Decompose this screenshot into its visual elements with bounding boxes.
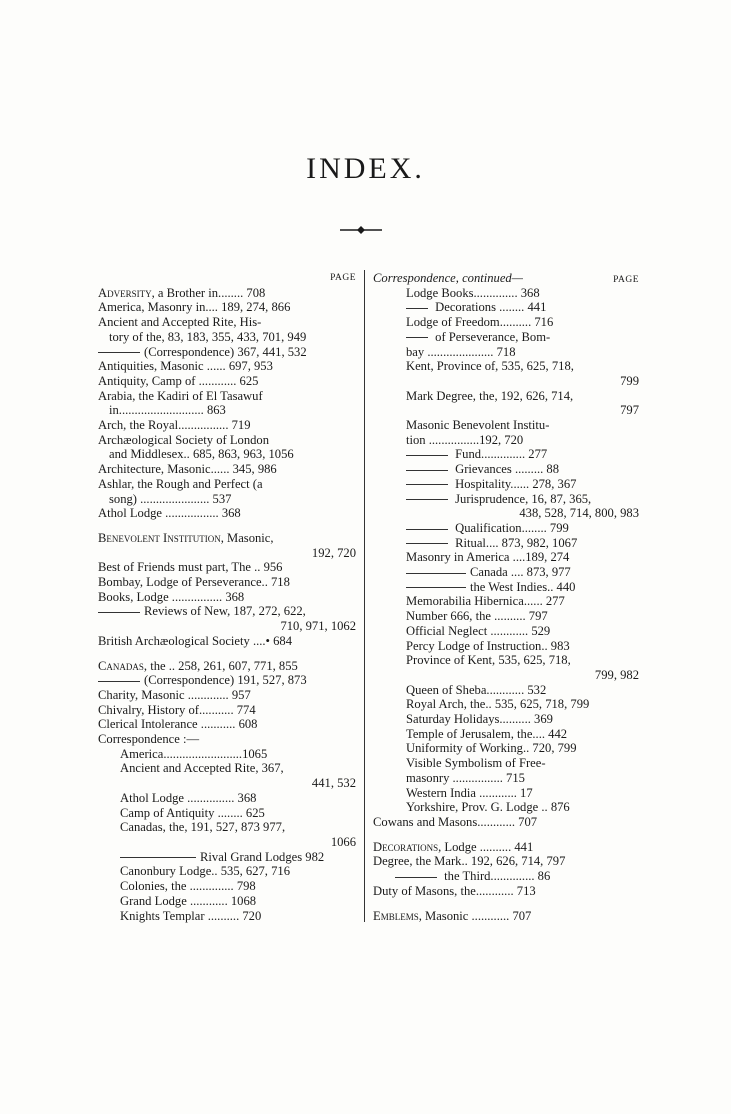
index-entry: 710, 971, 1062 (280, 619, 356, 634)
page-header-label-right: PAGE (613, 275, 639, 285)
index-entry: 797 (620, 403, 639, 418)
index-entry: Masonry in America ....189, 274 (406, 550, 570, 565)
index-entry: Official Neglect ............ 529 (406, 623, 551, 638)
index-entry: Ancient and Accepted Rite, His- (98, 315, 262, 330)
index-entry: Canadas, the .. 258, 261, 607, 771, 855 (98, 658, 298, 673)
index-entry: Saturday Holidays.......... 369 (406, 712, 553, 727)
index-entry: Correspondence :— (98, 732, 200, 747)
index-entry: in........................... 863 (109, 403, 226, 418)
column-divider (364, 270, 365, 922)
index-entry: Decorations, Lodge .......... 441 (373, 839, 534, 854)
index-entry: Best of Friends must part, The .. 956 (98, 560, 283, 575)
index-entry: Athol Lodge ............... 368 (120, 790, 257, 805)
index-entry: 799 (620, 373, 639, 388)
index-entry: 438, 528, 714, 800, 983 (519, 506, 639, 521)
index-entry: 441, 532 (311, 776, 356, 791)
index-entry: Knights Templar .......... 720 (120, 908, 262, 923)
index-entry: Canonbury Lodge.. 535, 627, 716 (120, 864, 290, 879)
index-entry: Visible Symbolism of Free- (406, 756, 546, 771)
index-entry: Arabia, the Kadiri of El Tasawuf (98, 388, 263, 403)
index-entry: Qualification........ 799 (373, 521, 639, 536)
index-entry: Charity, Masonic ............. 957 (98, 687, 251, 702)
index-entry: Architecture, Masonic...... 345, 986 (98, 462, 277, 477)
index-entry: Canada .... 873, 977 (373, 565, 639, 580)
index-entry: Degree, the Mark.. 192, 626, 714, 797 (373, 854, 566, 869)
index-entry: Cowans and Masons............ 707 (373, 815, 538, 829)
index-entry: Ancient and Accepted Rite, 367, (120, 761, 284, 776)
index-entry: Memorabilia Hibernica...... 277 (406, 594, 565, 609)
index-entry: Rival Grand Lodges 982 (98, 850, 356, 865)
index-entry: tory of the, 83, 183, 355, 433, 701, 949 (109, 329, 307, 344)
index-entry: masonry ................ 715 (406, 770, 525, 785)
index-entry: Bombay, Lodge of Perseverance.. 718 (98, 575, 290, 590)
index-entry: (Correspondence) 367, 441, 532 (98, 345, 356, 360)
index-entry: song) ...................... 537 (109, 491, 232, 506)
index-entry: tion ................192, 720 (406, 432, 524, 447)
index-entry: Queen of Sheba............ 532 (406, 682, 547, 697)
index-entry: Western India ............ 17 (406, 785, 533, 800)
index-entry: and Middlesex.. 685, 863, 963, 1056 (109, 447, 294, 462)
index-entry: (Correspondence) 191, 527, 873 (98, 673, 356, 688)
index-entry: Arch, the Royal................ 719 (98, 418, 251, 433)
index-entry: Kent, Province of, 535, 625, 718, (406, 359, 574, 374)
index-entries-right (373, 286, 639, 924)
index-entry: Jurisprudence, 16, 87, 365, (373, 492, 639, 507)
section-gap (98, 521, 356, 531)
index-entry: Camp of Antiquity ........ 625 (120, 805, 265, 820)
section-gap (98, 649, 356, 659)
index-entry: America.........................1065 (120, 746, 268, 761)
index-entry: 1066 (330, 835, 356, 849)
index-entry: Grievances ......... 88 (373, 462, 639, 477)
index-entry: Lodge Books.............. 368 (406, 285, 540, 300)
index-entry: America, Masonry in.... 189, 274, 866 (98, 300, 291, 315)
index-entry: Books, Lodge ................ 368 (98, 589, 245, 604)
index-entry: Masonic Benevolent Institu- (406, 418, 550, 433)
continuation-label: Correspondence, continued— (373, 271, 523, 285)
index-entry: Adversity, a Brother in........ 708 (98, 285, 266, 300)
index-entry: the Third.............. 86 (373, 869, 639, 884)
index-entry: Uniformity of Working.. 720, 799 (406, 741, 577, 756)
index-entry: Emblems, Masonic ............ 707 (373, 908, 532, 923)
index-entry: the West Indies.. 440 (373, 580, 639, 595)
index-entry: Province of Kent, 535, 625, 718, (406, 653, 571, 668)
index-entry: Grand Lodge ............ 1068 (120, 893, 257, 908)
index-entry: Colonies, the .............. 798 (120, 879, 256, 894)
index-entry: Yorkshire, Prov. G. Lodge .. 876 (406, 800, 570, 815)
index-entry: Benevolent Institution, Masonic, (98, 530, 274, 545)
index-entry: Decorations ........ 441 (373, 300, 639, 315)
index-column-left (98, 271, 356, 923)
section-gap (373, 899, 639, 909)
index-entry: Fund.............. 277 (373, 447, 639, 462)
index-entry: Ritual.... 873, 982, 1067 (373, 536, 639, 551)
index-entry: Number 666, the .......... 797 (406, 609, 548, 624)
index-entry: Mark Degree, the, 192, 626, 714, (406, 388, 574, 403)
index-entry: Reviews of New, 187, 272, 622, (98, 604, 356, 619)
index-entry: 192, 720 (311, 545, 356, 560)
index-entry: Duty of Masons, the............ 713 (373, 883, 536, 898)
page-title: INDEX. (306, 152, 425, 185)
index-entry: Hospitality...... 278, 367 (373, 477, 639, 492)
index-entry: Temple of Jerusalem, the.... 442 (406, 726, 568, 741)
index-entries-left (98, 286, 356, 924)
index-entry: Archæological Society of London (98, 432, 270, 447)
index-entry: Percy Lodge of Instruction.. 983 (406, 638, 570, 653)
continuation-header (373, 271, 639, 286)
index-entry: Canadas, the, 191, 527, 873 977, (120, 820, 286, 835)
index-entry: bay ..................... 718 (406, 344, 516, 359)
index-entry: 799, 982 (594, 667, 639, 682)
index-entry: Antiquities, Masonic ...... 697, 953 (98, 359, 273, 374)
index-entry: of Perseverance, Bom- (373, 330, 639, 345)
index-entry: Royal Arch, the.. 535, 625, 718, 799 (406, 697, 590, 712)
page-header-label: PAGE (330, 273, 356, 283)
index-entry: Chivalry, History of........... 774 (98, 702, 256, 717)
index-entry: Athol Lodge ................. 368 (98, 506, 241, 521)
index-entry: Antiquity, Camp of ............ 625 (98, 373, 259, 388)
index-column-right (373, 271, 639, 923)
index-entry: Clerical Intolerance ........... 608 (98, 717, 258, 732)
index-entry: Ashlar, the Rough and Perfect (a (98, 476, 263, 491)
index-entry: Lodge of Freedom.......... 716 (406, 315, 554, 330)
ornament-rule (340, 226, 382, 234)
section-gap (373, 830, 639, 840)
index-entry: British Archæological Society ....• 684 (98, 633, 292, 648)
